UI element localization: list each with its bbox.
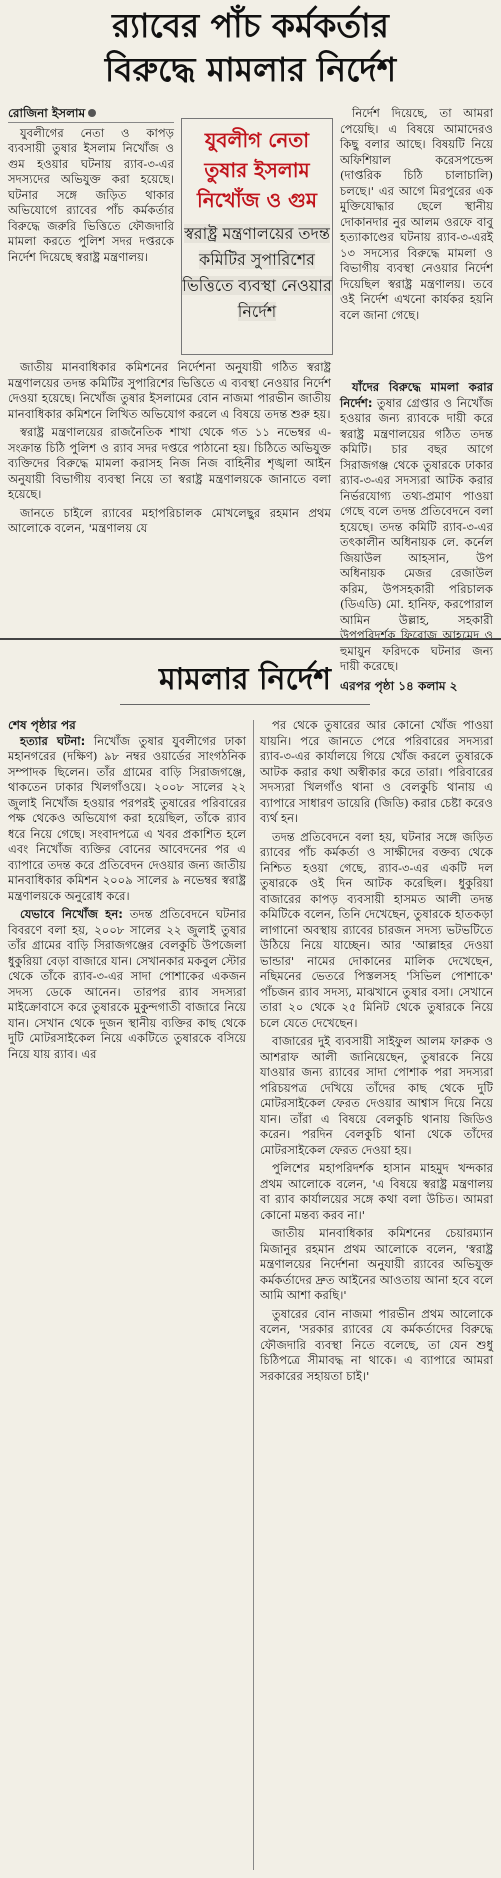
headline-line-2: বিরুদ্ধে মামলার নির্দেশ [104, 50, 397, 89]
bottom-right-paragraph-4: পুলিশের মহাপরিদর্শক হাসান মাহমুদ খন্দকার প্রথম আলোকে বলেন, 'এ বিষয়ে স্বরাষ্ট্র মন্ত্রণালয় বা র‌্যাব কার্যালয়ের সঙ্গে কথা বলা উচিত। আমরা কোনো মন্তব্য করব না।' [260, 1161, 493, 1222]
top-wide-paragraph-1: জাতীয় মানবাধিকার কমিশনের নির্দেশনা অনুযায়ী গঠিত স্বরাষ্ট্র মন্ত্রণালয়ের তদন্ত কমিটির সুপারিশের ভিত্তিতে এ ব্যবস্থা নেওয়ার নির্দেশ দেওয়া হয়েছে। নিখোঁজ তুষার ইসলামের বোন নাজমা পারভীন জাতীয় মানবাধিকার কমিশনে লিখিত অভিযোগ করলে এ বিষয়ে তদন্ত শুরু হয়। [8, 360, 331, 421]
bottom-left-subhead-2: যেভাবে নিখোঁজ হন: [20, 907, 123, 921]
column-rule [253, 720, 254, 1870]
bottom-right-paragraph-2: তদন্ত প্রতিবেদনে বলা হয়, ঘটনার সঙ্গে জড়িত র‌্যাবের পাঁচ কর্মকর্তা ও সাক্ষীদের বক্তব্য থেকে নিশ্চিত হওয়া গেছে, র‌্যাব-৩-এর একটি দল তুষারকে ওই দিন আটক করেছিল। ধুকুরিয়া বাজারের কাপড় ব্যবসায়ী হাসমত আলী তদন্ত কমিটিকে বলেন, তিনি দেখেছেন, তুষারকে হাতকড়া লাগানো অবস্থায় র‌্যাবের চারজন সদস্য ভটভটিতে উঠিয়ে নিয়ে যাচ্ছেন। আর 'আল্লাহর দেওয়া ভান্ডার' নামের দোকানের মালিক দেখেছেন, নছিমনের ভেতরে পিস্তলসহ 'সিভিল পোশাকে' পাঁচজন র‌্যাব সদস্য, মাঝখানে তুষার বসা। সেখানে তারা ২০ থেকে ২৫ মিনিট থেকে তুষারকে নিয়ে চলে যেতে দেখেছেন। [260, 829, 493, 1030]
bottom-right-paragraph-6: তুষারের বোন নাজমা পারভীন প্রথম আলোকে বলেন, 'সরকার র‌্যাবের যে কর্মকর্তাদের বিরুদ্ধে ফৌজদারি ব্যবস্থা নিতে বলেছে, তা যেন শুধু চিঠিপত্রে সীমাবদ্ধ না থাকে। এ ব্যাপারে আমরা সরকারের সহায়তা চাই।' [260, 1306, 493, 1383]
highlight-box-title: যুবলীগ নেতা তুষার ইসলাম নিখোঁজ ও গুম [196, 128, 317, 212]
jump-line: এরপর পৃষ্ঠা ১৪ কলাম ২ [340, 678, 458, 693]
continued-from: শেষ পৃষ্ঠার পর [8, 718, 76, 732]
byline-dot-icon [88, 109, 96, 117]
bottom-right-column [260, 718, 493, 1873]
top-col1-paragraph: যুবলীগের নেতা ও কাপড় ব্যবসায়ী তুষার ইসলাম নিখোঁজ ও গুম হওয়ার ঘটনায় র‌্যাব-৩-এর সদস্যদের অভিযুক্ত করা হয়েছে। ঘটনার সঙ্গে জড়িত থাকার অভিযোগে র‌্যাবের পাঁচ কর্মকর্তার বিরুদ্ধে জরুরি ভিত্তিতে ফৌজদারি মামলা করতে পুলিশ সদর দপ্তরকে নির্দেশ দিয়েছে স্বরাষ্ট্র মন্ত্রণালয়। [8, 125, 174, 264]
top-col3-paragraph: নির্দেশ দিয়েছে, তা আমরা পেয়েছি। এ বিষয়ে আমাদেরও কিছু বলার আছে। বিষয়টি নিয়ে অফিশিয়াল করেসপন্ডেন্স (দাপ্তরিক চিঠি চালাচালি) চলছে।' এর আগে মিরপুরের এক মুক্তিযোদ্ধার ছেলে স্থানীয় দোকানদার নুর আলম ওরফে বাবু হত্যাকাণ্ডের ঘটনায় র‌্যাব-৩-এরই ১৩ সদস্যের বিরুদ্ধে মামলা ও বিভাগীয় ব্যবস্থা নেওয়ার নির্দেশ দিয়েছিল স্বরাষ্ট্র মন্ত্রণালয়। তবে ওই নির্দেশ এখনো কার্যকর হয়নি বলে জানা গেছে। [340, 106, 493, 322]
top-col3-paragraph-2: যাঁদের বিরুদ্ধে মামলা করার নির্দেশ: তুষার গ্রেপ্তার ও নিখোঁজ হওয়ার জন্য র‌্যাবকে দায়ী করে স্বরাষ্ট্র মন্ত্রণালয়ের গঠিত তদন্ত কমিটি। চার বছর আগে সিরাজগঞ্জ থেকে তুষারকে ঢাকার র‌্যাব-৩-এর সদস্যরা আটক করার নির্ভরযোগ্য তথ্য-প্রমাণ পাওয়া গেছে বলে তদন্ত প্রতিবেদনে বলা হয়েছে। তদন্ত কমিটি র‌্যাব-৩-এর তৎকালীন অধিনায়ক লে. কর্নেল জিয়াউল আহসান, উপ অধিনায়ক মেজর রেজাউল করিম, উপসহকারী পরিচালক (ডিএডি) মো. হানিফ, করপোরাল আমিন উল্লাহ, সহকারী উপপরিদর্শক ফিরোজ আহমেদ ও হুমায়ুন ফরিদকে ঘটনার জন্য দায়ী করেছে। [340, 380, 493, 673]
top-column-1 [8, 106, 174, 354]
highlight-box-subtitle: স্বরাষ্ট্র মন্ত্রণালয়ের তদন্ত কমিটির সুপারিশের ভিত্তিতে ব্যবস্থা নেওয়ার নির্দেশ [182, 224, 332, 321]
bottom-left-paragraph-2: যেভাবে নিখোঁজ হন: তদন্ত প্রতিবেদনে ঘটনার বিবরণে বলা হয়, ২০০৮ সালের ২২ জুলাই তুষার তাঁর গ্রামের বাড়ি সিরাজগঞ্জের বেলকুচি উপজেলা ধুকুরিয়া বেড়া বাজারে যান। সেখানকার মকবুল স্টোর থেকে তাঁকে র‌্যাব-৩-এর সাদা পোশাকের একজন সদস্য ডেকে আনেন। তারপর র‌্যাব সদস্যরা মাইক্রোবাসে করে তুষারকে মুকুন্দগাতী বাজারে নিয়ে যান। সেখান থেকে দুজন স্থানীয় ব্যক্তির কাছ থেকে দুটি মোটরসাইকেল নিয়ে একটিতে তুষারকে বসিয়ে নিয়ে যায় র‌্যাব। এর [8, 907, 246, 1061]
top-wide-paragraph-3: জানতে চাইলে র‌্যাবের মহাপরিচালক মোখলেছুর রহমান প্রথম আলোকে বলেন, 'মন্ত্রণালয় যে [8, 505, 331, 535]
article-headline [8, 4, 493, 92]
bottom-right-paragraph-5: জাতীয় মানবাধিকার কমিশনের চেয়ারম্যান মিজানুর রহমান প্রথম আলোকে বলেন, 'স্বরাষ্ট্র মন্ত্রণালয়ের নির্দেশনা অনুযায়ী র‌্যাবের অভিযুক্ত কর্মকর্তাদের দ্রুত আইনের আওতায় আনা হবে বলে আমি আশা করছি।' [260, 1226, 493, 1302]
bottom-left-paragraph-1: হত্যার ঘটনা: নিখোঁজ তুষার যুবলীগের ঢাকা মহানগরের (দক্ষিণ) ৯৮ নম্বর ওয়ার্ডের সাংগঠনিক সম্পাদক ছিলেন। তাঁর গ্রামের বাড়ি সিরাজগঞ্জে, থাকতেন ঢাকার খিলগাঁওয়ে। ২০০৮ সালের ২২ জুলাই নিখোঁজ হওয়ার পরপরই তুষারের পরিবারের পক্ষ থেকেও অভিযোগ করা হয়েছিল, তাঁকে র‌্যাব ধরে নিয়ে গেছে। সংবাদপত্রে এ খবর প্রকাশিত হলে এবং নিখোঁজ ব্যক্তির বোনের আবেদনের পর এ ব্যাপারে তদন্ত করে প্রতিবেদন দেওয়ার জন্য জাতীয় মানবাধিকার কমিশন ২০০৯ সালের ৯ নভেম্বর স্বরাষ্ট্র মন্ত্রণালয়কে অনুরোধ করে। [8, 733, 247, 903]
bottom-right-paragraph-3: বাজারের দুই ব্যবসায়ী সাইফুল আলম ফারুক ও আশরাফ আলী জানিয়েছেন, তুষারকে নিয়ে যাওয়ার জন্য র‌্যাবের সাদা পোশাক পরা সদস্যরা পরিচয়পত্র দেখিয়ে তাঁদের কাছ থেকে দুটি মোটরসাইকেল ফেরত দেওয়ার আশ্বাস দিয়ে নিয়ে যান। তাঁরা এ বিষয়ে বেলকুচি থানায় জিডিও করেন। পরদিন বেলকুচি থানা থেকে তাঁদের মোটরসাইকেল ফেরত দেওয়া হয়। [260, 1034, 493, 1157]
continuation-title: মামলার নির্দেশ [158, 662, 332, 697]
continuation-title-rule [120, 704, 370, 705]
bottom-left-column [8, 718, 246, 1873]
top-wide-paragraph-2: স্বরাষ্ট্র মন্ত্রণালয়ের রাজনৈতিক শাখা থেকে গত ১১ নভেম্বর এ-সংক্রান্ত চিঠি পুলিশ ও র‌্যাব সদর দপ্তরে পাঠানো হয়। চিঠিতে অভিযুক্ত ব্যক্তিদের বিরুদ্ধে মামলা করাসহ নিজ নিজ বাহিনীর শৃঙ্খলা আইন অনুযায়ী বিভাগীয় ব্যবস্থা নিয়ে তা স্বরাষ্ট্র মন্ত্রণালয়কে জানাতে বলা হয়েছে। [8, 425, 331, 501]
highlight-box [181, 118, 333, 355]
bottom-right-paragraph-1: পর থেকে তুষারের আর কোনো খোঁজ পাওয়া যায়নি। পরে জানতে পেরে পরিবারের সদস্যরা র‌্যাব-৩-এর কার্যালয়ে গিয়ে খোঁজ করলে তুষারকে আটক করার কথা অস্বীকার করে তারা। পরিবারের সদস্যরা খিলগাঁও থানা ও বেলকুচি থানায় এ ব্যাপারে সাধারণ ডায়েরি (জিডি) করার চেষ্টা করেও ব্যর্থ হন। [260, 718, 493, 825]
top-col3-subhead: যাঁদের বিরুদ্ধে মামলা করার নির্দেশ: [340, 380, 493, 410]
top-wide-block [8, 360, 331, 630]
section-divider [0, 638, 501, 640]
top-column-3 [340, 106, 493, 376]
top-column-3-lower [340, 380, 493, 693]
byline: রোজিনা ইসলাম [8, 106, 174, 123]
headline-line-1: র‌্যাবের পাঁচ কর্মকর্তার [112, 6, 389, 45]
bottom-left-subhead-1: হত্যার ঘটনা: [20, 733, 86, 748]
